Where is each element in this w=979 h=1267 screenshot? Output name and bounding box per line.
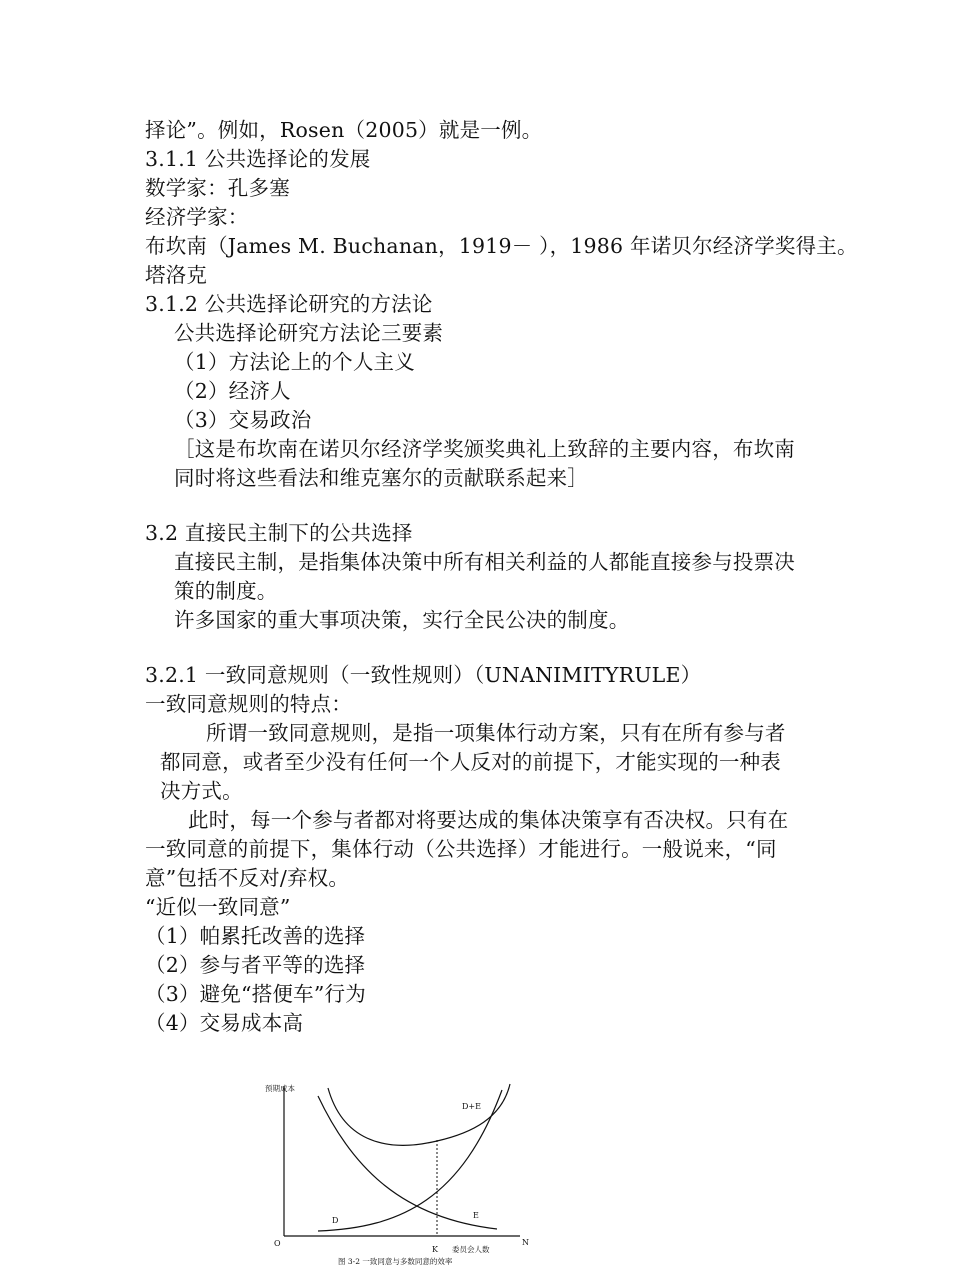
bracket-note: ［这是布坎南在诺贝尔经济学奖颁奖典礼上致辞的主要内容，布坎南 (174, 437, 795, 461)
list-item: （1）帕累托改善的选择 (145, 924, 366, 948)
section-heading-3-2-1: 3.2.1 一致同意规则（一致性规则）（UNANIMITYRULE） (145, 663, 702, 687)
text-line: 一致同意规则的特点： (145, 692, 352, 716)
bracket-note: 同时将这些看法和维克塞尔的贡献联系起来］ (174, 466, 588, 490)
curve-e (318, 1096, 497, 1229)
list-item: （4）交易成本高 (145, 1011, 304, 1035)
paragraph-line: 意”包括不反对/弃权。 (145, 866, 350, 890)
list-item: （3）交易政治 (174, 408, 312, 432)
curve-e-label: E (473, 1211, 479, 1220)
text-line: 数学家：孔多塞 (145, 176, 290, 200)
y-axis-label: 预期成本 (265, 1084, 295, 1093)
text-line: 策的制度。 (174, 579, 278, 603)
list-item: （2）参与者平等的选择 (145, 953, 366, 977)
list-item: （1）方法论上的个人主义 (174, 350, 415, 374)
cost-curve-figure (262, 1078, 542, 1267)
x-axis-label: 委员会人数 (452, 1245, 490, 1254)
text-line: 直接民主制，是指集体决策中所有相关利益的人都能直接参与投票决 (174, 550, 795, 574)
curve-d-plus-e (328, 1084, 510, 1145)
paragraph-line: 决方式。 (160, 779, 243, 803)
section-heading-3-2: 3.2 直接民主制下的公共选择 (145, 521, 413, 545)
k-label: K (432, 1245, 438, 1254)
paragraph-line: 一致同意的前提下，集体行动（公共选择）才能进行。一般说来，“同 (145, 837, 777, 861)
curve-d (318, 1090, 502, 1231)
list-item: （3）避免“搭便车”行为 (145, 982, 366, 1006)
text-line: “近似一致同意” (145, 895, 291, 919)
text-line: 许多国家的重大事项决策，实行全民公决的制度。 (174, 608, 630, 632)
text-line: 塔洛克 (145, 263, 208, 287)
text-line: 经济学家： (145, 205, 249, 229)
figure-caption: 图 3-2 一致同意与多数同意的效率 (338, 1257, 453, 1266)
paragraph-line: 都同意，或者至少没有任何一个人反对的前提下，才能实现的一种表 (160, 750, 781, 774)
text-line: 布坎南（James M. Buchanan，1919－ ），1986 年诺贝尔经济学奖得主。 (145, 234, 858, 258)
text-line: 公共选择论研究方法论三要素 (174, 321, 444, 345)
origin-label: O (274, 1239, 281, 1248)
curve-d-plus-e-label: D+E (462, 1102, 481, 1111)
n-label: N (522, 1238, 529, 1247)
section-heading-3-1-1: 3.1.1 公共选择论的发展 (145, 147, 371, 171)
curve-d-label: D (332, 1216, 339, 1225)
list-item: （2）经济人 (174, 379, 291, 403)
paragraph-line: 所谓一致同意规则，是指一项集体行动方案，只有在所有参与者 (206, 721, 786, 745)
paragraph-line: 此时，每一个参与者都对将要达成的集体决策享有否决权。只有在 (188, 808, 789, 832)
text-line: 择论”。例如，Rosen（2005）就是一例。 (145, 118, 543, 142)
section-heading-3-1-2: 3.1.2 公共选择论研究的方法论 (145, 292, 433, 316)
